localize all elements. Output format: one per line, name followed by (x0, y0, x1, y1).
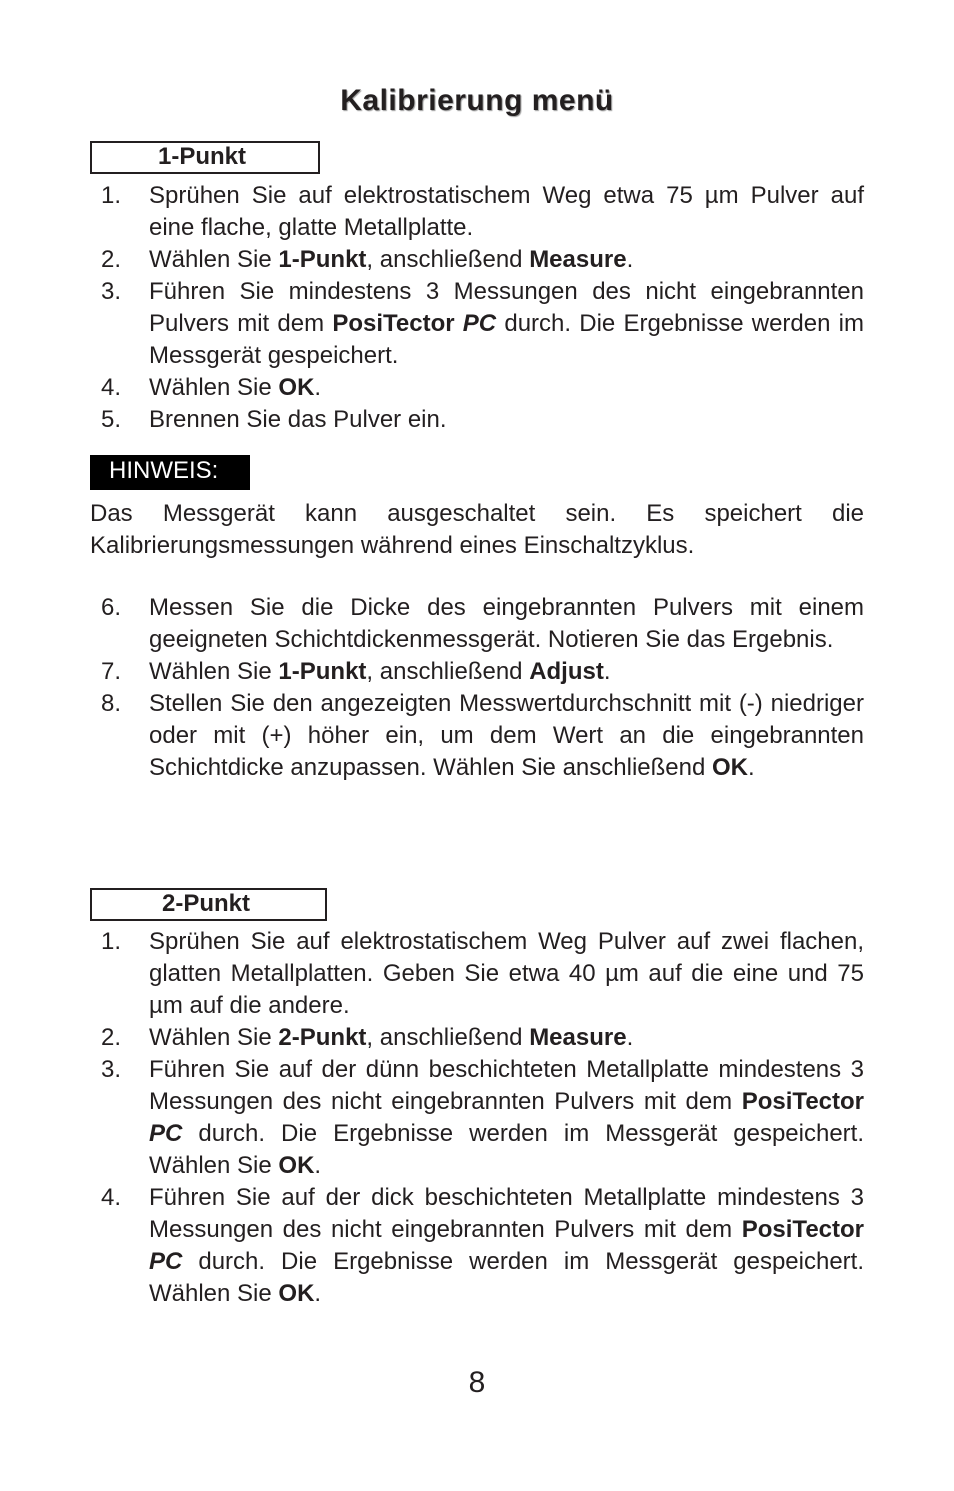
list-item (90, 180, 864, 244)
list-item-number: 2. (101, 1024, 122, 1051)
list-item-text: Brennen Sie das Pulver ein. (149, 406, 447, 433)
bold-text: OK (712, 754, 748, 781)
bold-text: PosiTector (741, 1088, 864, 1115)
bold-text: 1-Punkt (278, 658, 367, 685)
list-item (90, 244, 864, 276)
steps-list-1-punkt-part-b (90, 592, 864, 784)
list-item-number: 7. (101, 658, 122, 685)
list-item-number: 4. (101, 1184, 122, 1211)
list-item-text: Wählen Sie (149, 658, 279, 685)
bold-text: Adjust (529, 658, 604, 685)
list-item-text: . (748, 754, 755, 781)
list-item (90, 276, 864, 372)
list-item-text: . (603, 658, 611, 685)
page-number: 8 (468, 1366, 486, 1399)
list-item-text: , anschließend (366, 1024, 530, 1051)
bold-text: Measure (529, 246, 627, 273)
list-item (90, 1054, 864, 1182)
list-item-text: Sprühen Sie auf elektrostatischem Weg etwa 75 µm Pulver auf eine flache, glatte Metallplatte. (149, 182, 864, 241)
list-item-text: Sprühen Sie auf elektrostatischem Weg Pulver auf zwei flachen, glatten Metallplatten. Geben Sie etwa 40 µm auf die eine und 75 µm auf die andere. (149, 928, 864, 1019)
list-item (90, 1182, 864, 1310)
note-text: Das Messgerät kann ausgeschaltet sein. Es speichert die Kalibrierungsmessungen während eines Einschaltzyklus. (90, 500, 864, 559)
list-item-number: 1. (101, 182, 122, 209)
bold-text: OK (278, 1152, 315, 1179)
list-item-text: Führen Sie auf der dünn beschichteten Metallplatte mindestens 3 Messungen des nicht eingebrannten Pulvers mit dem (149, 1056, 864, 1115)
bold-text: OK (278, 374, 315, 401)
list-item-text: . (626, 246, 634, 273)
steps-list-2-punkt (90, 926, 864, 1310)
list-item-number: 4. (101, 374, 122, 401)
bold-text: 2-Punkt (278, 1024, 367, 1051)
list-item-text (455, 310, 463, 337)
list-item-text: . (626, 1024, 634, 1051)
list-item (90, 688, 864, 784)
bold-text: OK (278, 1280, 315, 1307)
list-item-text: Wählen Sie (149, 374, 279, 401)
list-item-text: durch. Die Ergebnisse werden im Messgerät gespeichert. Wählen Sie (149, 1120, 864, 1179)
list-item-number: 8. (101, 690, 122, 717)
steps-list-1-punkt-part-a (90, 180, 864, 436)
note-label: HINWEIS: (90, 455, 250, 490)
list-item-text: Führen Sie mindestens 3 Messungen des nicht eingebrannten Pulvers mit dem (149, 278, 864, 337)
list-item-number: 6. (101, 594, 122, 621)
bold-text: PosiTector (741, 1216, 864, 1243)
list-item-text: durch. Die Ergebnisse werden im Messgerät gespeichert. Wählen Sie (149, 1248, 864, 1307)
list-item-text: . (314, 1280, 322, 1307)
list-item-text: , anschließend (366, 658, 530, 685)
list-item-text: , anschließend (366, 246, 530, 273)
page-title: Kalibrierung menü (340, 84, 614, 117)
list-item (90, 404, 864, 436)
list-item-text: Wählen Sie (149, 246, 279, 273)
list-item-text: Stellen Sie den angezeigten Messwertdurchschnitt mit (-) niedriger oder mit (+) höher ein, um dem Wert an die eingebrannten Schichtdicke anzupassen. Wählen Sie anschließend (149, 690, 864, 781)
emphasis-text: PC (149, 1120, 183, 1147)
list-item (90, 1022, 864, 1054)
list-item-number: 3. (101, 1056, 122, 1083)
emphasis-text: PC (462, 310, 497, 337)
list-item-number: 5. (101, 406, 122, 433)
list-item-text: . (314, 1152, 322, 1179)
list-item-number: 1. (101, 928, 122, 955)
bold-text: Measure (529, 1024, 627, 1051)
bold-text: 1-Punkt (278, 246, 367, 273)
list-item-text: Wählen Sie (149, 1024, 279, 1051)
section-label-2-punkt: 2-Punkt (90, 888, 327, 921)
list-item-text: Messen Sie die Dicke des eingebrannten Pulvers mit einem geeigneten Schichtdickenmessgerät. Notieren Sie das Ergebnis. (149, 594, 864, 653)
list-item (90, 592, 864, 656)
emphasis-text: PC (149, 1248, 183, 1275)
list-item (90, 926, 864, 1022)
section-label-1-punkt: 1-Punkt (90, 141, 320, 174)
list-item-number: 2. (101, 246, 122, 273)
list-item-text: . (314, 374, 322, 401)
list-item (90, 656, 864, 688)
bold-text: PosiTector (332, 310, 455, 337)
list-item-text: Führen Sie auf der dick beschichteten Metallplatte mindestens 3 Messungen des nicht eingebrannten Pulvers mit dem (149, 1184, 864, 1243)
list-item-text: durch. Die Ergebnisse werden im Messgerät gespeichert. (149, 310, 864, 369)
list-item-number: 3. (101, 278, 122, 305)
list-item (90, 372, 864, 404)
